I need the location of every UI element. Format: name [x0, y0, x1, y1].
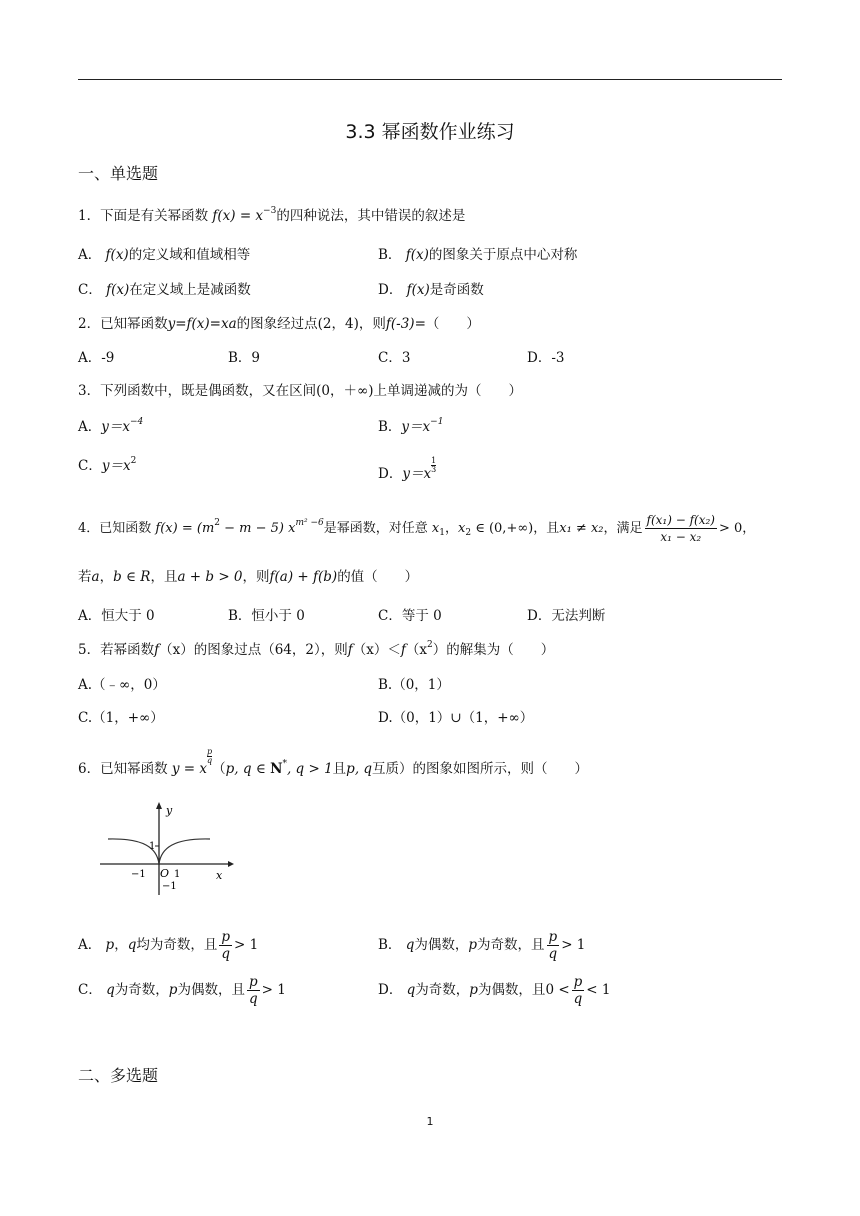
question-3: 3．下列函数中，既是偶函数，又在区间(0，＋∞)上单调递减的为（ ） — [78, 383, 522, 399]
q5-option-d: D.（0，1）∪（1，+∞） — [378, 710, 534, 726]
page-title: 3.3 幂函数作业练习 — [345, 121, 515, 143]
q4-option-d: D．无法判断 — [527, 608, 606, 624]
q6-option-a: A． p，q均为奇数，且 $\frac{p}{q}$ > 1 — [78, 929, 259, 962]
q2-option-a: A．-9 — [78, 350, 115, 366]
curve-right — [159, 839, 210, 864]
x-tick-label-neg1: −1 — [131, 869, 146, 880]
question-4-line-2: 若a，b ∈ R，且a + b > 0，则f(a) + f(b)的值（ ） — [78, 569, 419, 585]
q1-option-d: D． f(x)是奇函数 — [378, 282, 484, 298]
origin-label: O — [160, 867, 170, 880]
q1-option-c: C． f(x)在定义域上是减函数 — [78, 282, 251, 298]
q2-option-d: D．-3 — [527, 350, 565, 366]
x-axis-label: x — [216, 869, 223, 882]
q5-option-a: A.（﹣∞，0） — [78, 677, 166, 693]
q3-option-d: D．y＝x $\frac{1}{3}$ — [378, 456, 437, 482]
q3-option-b: B．$y=x^{-1}$ — [378, 417, 444, 435]
x-axis-arrow — [228, 861, 234, 867]
q4-option-c: C．等于 0 — [378, 608, 442, 624]
q4-option-b: B．恒小于 0 — [228, 608, 305, 624]
y-axis-arrow — [156, 802, 162, 809]
question-2: 2．已知幂函数y=f(x)=xa的图象经过点(2，4)，则f(-3)=（ ） — [78, 316, 480, 332]
y-tick-label-neg1: −1 — [162, 881, 177, 892]
page-number: 1 — [426, 1115, 434, 1128]
question-1: 1．下面是有关幂函数 $f(x) = x^{-3}$的四种说法，其中错误的叙述是 — [78, 206, 466, 224]
question-4-line-1: 4．已知函数 $f(x) = (m^2 - m - 5)$ $x^{m^2 -6}$是幂函数，对任意 $x_1$，$x_2$ ∈ (0,+∞)，且x₁ ≠ x₂，满足 $\frac{\text{f(x₁) − f(x₂)}}{\text{x₁ − x₂}}$ > 0， — [78, 513, 756, 544]
section-heading-single-choice: 一、单选题 — [78, 164, 159, 183]
q5-option-c: C.（1，+∞） — [78, 710, 164, 726]
q6-option-d: D． q为奇数，p为偶数，且0 < $\frac{p}{q}$ < 1 — [378, 974, 611, 1007]
header-rule — [78, 79, 782, 80]
question-5: 5．若幂函数f（x）的图象过点（64，2），则$f(x)<f(x^2)$的解集为（ ） — [78, 640, 555, 658]
q6-option-c: C． q为奇数，p为偶数，且 $\frac{p}{q}$ > 1 — [78, 974, 286, 1007]
q5-option-b: B.（0，1） — [378, 677, 450, 693]
q2-option-b: B．9 — [228, 350, 261, 366]
q1-option-a: A． f(x)的定义域和值域相等 — [78, 247, 251, 263]
q6-option-b: B． q为偶数，p为奇数，且 $\frac{p}{q}$ > 1 — [378, 929, 586, 962]
power-function-graph — [96, 800, 236, 896]
y-tick-label-1: 1 — [149, 841, 156, 852]
section-heading-multi-choice: 二、多选题 — [78, 1066, 159, 1085]
q3-option-a: A．$y=x^{-4}$ — [78, 417, 144, 435]
question-6: 6．已知幂函数 y = x $\frac{p}{q}$ （p, q ∈ N*, q > 1且p, q互质）的图象如图所示，则（ ） — [78, 747, 589, 777]
y-axis-label: y — [166, 804, 173, 817]
x-tick-label-1: 1 — [174, 869, 181, 880]
q2-option-c: C．3 — [378, 350, 411, 366]
q1-option-b: B． f(x)的图象关于原点中心对称 — [378, 247, 578, 263]
q4-option-a: A．恒大于 0 — [78, 608, 155, 624]
q3-option-c: C．$y=x^2$ — [78, 456, 137, 474]
